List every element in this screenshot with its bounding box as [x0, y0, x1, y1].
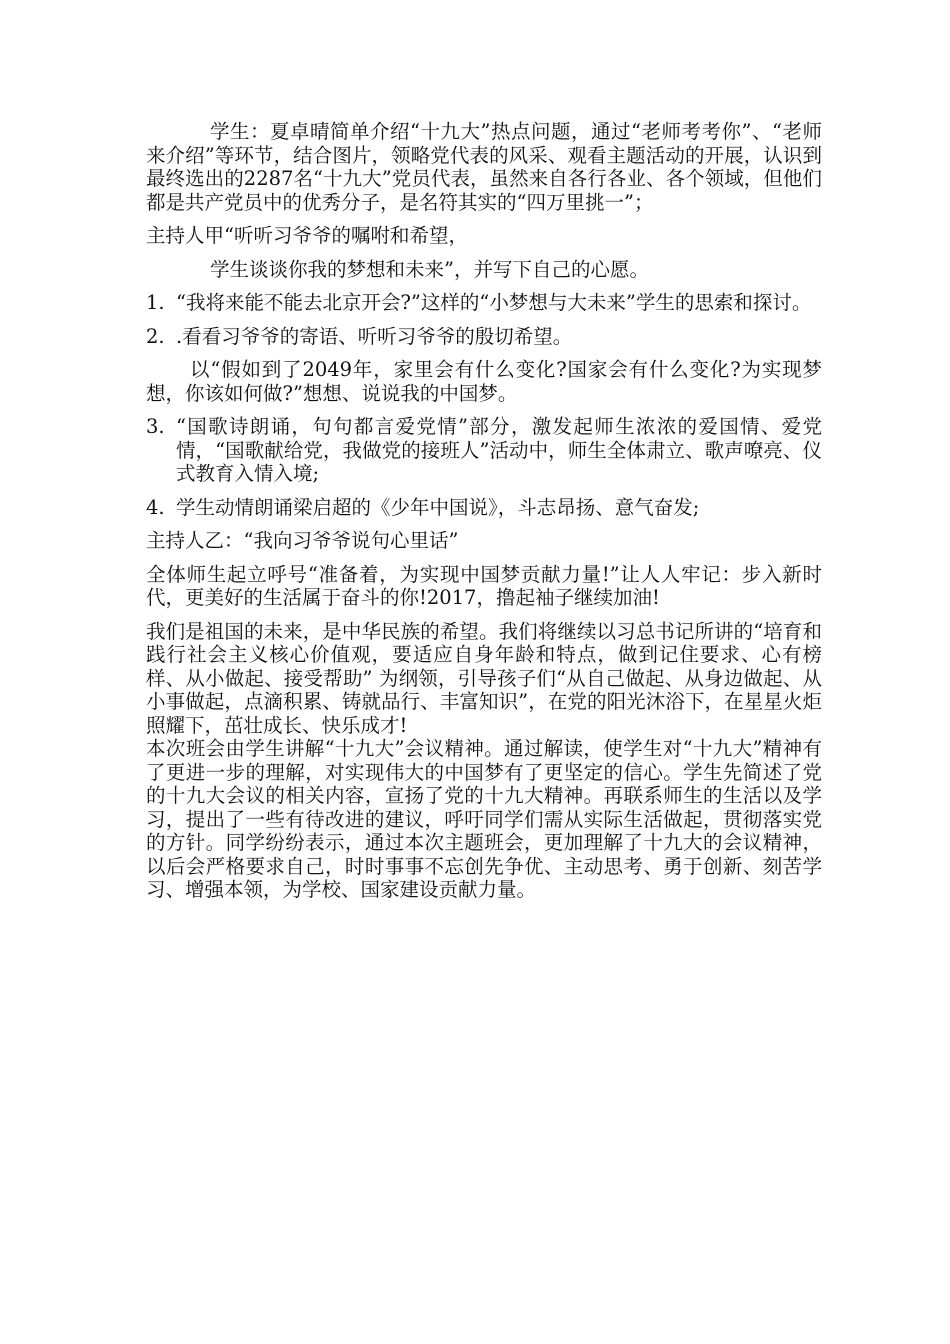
list-item-3	[146, 415, 822, 486]
year-2049-paragraph: 以“假如到了2049年，家里会有什么变化?国家会有什么变化?为实现梦想，你该如何做?”想想、说说我的中国梦。	[146, 358, 822, 405]
list-number-1: 1.	[146, 291, 165, 314]
list-number-2: 2.	[146, 324, 165, 348]
host-b-line: 主持人乙：“我向习爷爷说句心里话”	[146, 529, 459, 552]
intro-paragraph: 学生：夏卓晴简单介绍“十九大”热点问题，通过“老师考考你”、“老师来介绍”等环节，结合图片，领略党代表的风采、观看主题活动的开展，认识到最终选出的2287名“十九大”党员代表，虽然来自各行各业、各个领域，但他们都是共产党员中的优秀分子，是名符其实的“四万里挑一”；	[146, 120, 822, 214]
list-item-2	[146, 325, 822, 349]
list-text-1: “我将来能不能去北京开会?”这样的“小梦想与大未来”学生的思索和探讨。	[176, 291, 812, 314]
list-text-3: “国歌诗朗诵，句句都言爱党情”部分，激发起师生浓浓的爱国情、爱党情，“国歌献给党，我做党的接班人”活动中，师生全体肃立、歌声嘹亮、仪式教育入情入境;	[176, 415, 822, 485]
list-text-4: 学生动情朗诵梁启超的《少年中国说》，斗志昂扬、意气奋发;	[176, 495, 700, 519]
list-text-2: .看看习爷爷的寄语、听听习爷爷的殷切希望。	[176, 324, 573, 348]
host-a-line: 主持人甲“听听习爷爷的嘱咐和希望，	[146, 224, 468, 247]
list-number-4: 4.	[146, 495, 165, 519]
document-body	[146, 120, 822, 912]
summary-paragraph: 本次班会由学生讲解“十九大”会议精神。通过解读，使学生对“十九大”精神有了更进一步的理解，对实现伟大的中国梦有了更坚定的信心。学生先简述了党的十九大会议的相关内容，宣扬了党的十九大精神。再联系师生的生活以及学习，提出了一些有待改进的建议，呼吁同学们需从实际生活做起，贯彻落实党的方针。同学纷纷表示，通过本次主题班会，更加理解了十九大的会议精神，以后会严格要求自己，时时事事不忘创先争优、主动思考、勇于创新、刻苦学习、增强本领，为学校、国家建设贡献力量。	[146, 737, 822, 901]
list-number-3: 3.	[146, 415, 165, 438]
future-paragraph: 我们是祖国的未来，是中华民族的希望。我们将继续以习总书记所讲的“培育和践行社会主义核心价值观，要适应自身年龄和特点，做到记住要求、心有榜样、从小做起、接受帮助” 为纲领，引导孩子们“从自己做起、从身边做起、从小事做起，点滴积累、铸就品行、丰富知识”，在党的阳光沐浴下，在星星火炬照耀下，茁壮成长、快乐成才!	[146, 619, 822, 737]
list-item-4	[146, 496, 822, 520]
list-item-1	[146, 291, 822, 315]
dream-paragraph: 学生谈谈你我的梦想和未来”，并写下自己的心愿。	[210, 257, 649, 281]
slogan-paragraph: 全体师生起立呼号“准备着，为实现中国梦贡献力量!”让人人牢记：步入新时代，更美好的生活属于奋斗的你!2017，撸起袖子继续加油!	[146, 562, 822, 609]
